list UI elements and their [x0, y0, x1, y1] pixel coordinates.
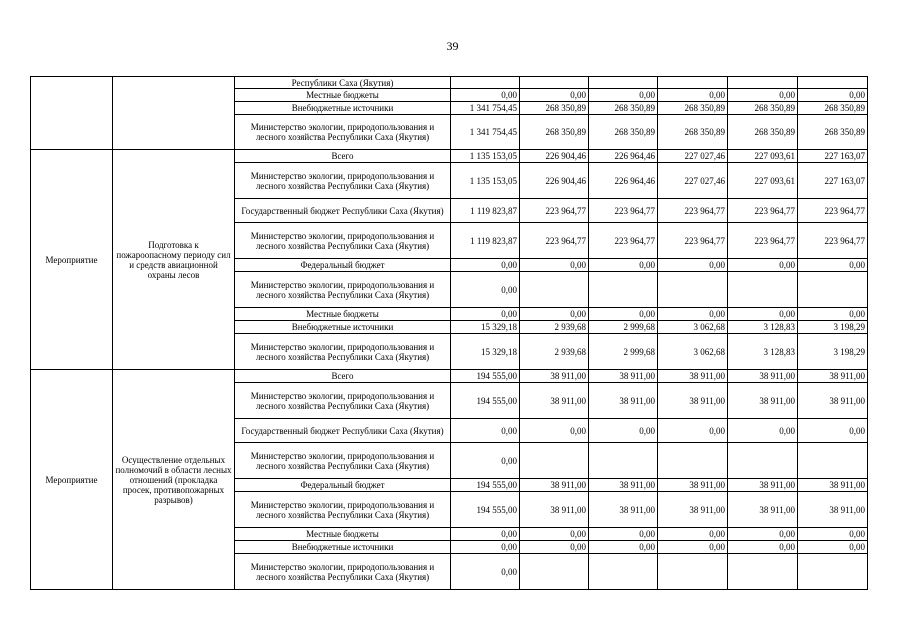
year-amount-cell: 227 093,61 — [728, 163, 798, 199]
year-amount-cell: 0,00 — [520, 419, 589, 443]
total-amount-cell: 0,00 — [451, 554, 520, 590]
year-amount-cell: 38 911,00 — [520, 383, 589, 419]
year-amount-cell — [589, 443, 658, 479]
year-amount-cell: 0,00 — [658, 308, 728, 321]
year-amount-cell — [798, 443, 868, 479]
year-amount-cell: 227 093,61 — [728, 150, 798, 163]
year-amount-cell: 0,00 — [589, 541, 658, 554]
year-amount-cell: 2 999,68 — [589, 334, 658, 370]
year-amount-cell: 38 911,00 — [658, 479, 728, 492]
year-amount-cell: 0,00 — [658, 528, 728, 541]
year-amount-cell: 0,00 — [798, 308, 868, 321]
year-amount-cell: 223 964,77 — [658, 223, 728, 259]
total-amount-cell: 0,00 — [451, 419, 520, 443]
year-amount-cell: 38 911,00 — [798, 370, 868, 383]
funding-source-cell: Внебюджетные источники — [235, 541, 451, 554]
total-amount-cell: 1 119 823,87 — [451, 223, 520, 259]
year-amount-cell: 38 911,00 — [589, 479, 658, 492]
funding-source-cell: Местные бюджеты — [235, 89, 451, 102]
total-amount-cell: 1 135 153,05 — [451, 150, 520, 163]
total-amount-cell: 0,00 — [451, 308, 520, 321]
total-amount-cell: 194 555,00 — [451, 479, 520, 492]
total-amount-cell: 15 329,18 — [451, 321, 520, 334]
activity-type-cell: Мероприятие — [31, 370, 113, 590]
year-amount-cell: 223 964,77 — [589, 223, 658, 259]
year-amount-cell: 0,00 — [520, 541, 589, 554]
funding-source-cell: Министерство экологии, природопользования и лесного хозяйства Республики Саха (Якутия) — [235, 163, 451, 199]
year-amount-cell: 268 350,89 — [728, 115, 798, 150]
year-amount-cell: 0,00 — [728, 541, 798, 554]
funding-source-cell: Республики Саха (Якутия) — [235, 77, 451, 89]
year-amount-cell: 0,00 — [728, 89, 798, 102]
table-row — [31, 370, 868, 383]
year-amount-cell: 0,00 — [798, 259, 868, 272]
total-amount-cell: 1 341 754,45 — [451, 102, 520, 115]
year-amount-cell — [798, 77, 868, 89]
year-amount-cell — [520, 554, 589, 590]
year-amount-cell: 38 911,00 — [728, 479, 798, 492]
year-amount-cell: 3 198,29 — [798, 321, 868, 334]
year-amount-cell: 227 027,46 — [658, 163, 728, 199]
table-row — [31, 150, 868, 163]
total-amount-cell: 1 119 823,87 — [451, 199, 520, 223]
year-amount-cell — [520, 77, 589, 89]
total-amount-cell: 0,00 — [451, 528, 520, 541]
year-amount-cell: 0,00 — [728, 419, 798, 443]
year-amount-cell: 0,00 — [728, 528, 798, 541]
page-number: 39 — [446, 39, 459, 53]
year-amount-cell: 223 964,77 — [589, 199, 658, 223]
year-amount-cell: 38 911,00 — [520, 492, 589, 528]
year-amount-cell: 0,00 — [589, 259, 658, 272]
year-amount-cell: 268 350,89 — [520, 115, 589, 150]
year-amount-cell — [658, 77, 728, 89]
total-amount-cell — [451, 77, 520, 89]
year-amount-cell — [658, 554, 728, 590]
year-amount-cell: 38 911,00 — [589, 492, 658, 528]
year-amount-cell — [798, 272, 868, 308]
year-amount-cell: 38 911,00 — [728, 492, 798, 528]
total-amount-cell: 1 135 153,05 — [451, 163, 520, 199]
total-amount-cell: 15 329,18 — [451, 334, 520, 370]
year-amount-cell: 2 939,68 — [520, 321, 589, 334]
activity-name-cell: Осуществление отдельных полномочий в области лесных отношений (прокладка просек, противопожарных разрывов) — [113, 370, 235, 590]
year-amount-cell: 226 964,46 — [589, 150, 658, 163]
activity-name-cell — [113, 77, 235, 150]
year-amount-cell — [728, 77, 798, 89]
year-amount-cell: 223 964,77 — [728, 223, 798, 259]
year-amount-cell: 223 964,77 — [658, 199, 728, 223]
year-amount-cell: 0,00 — [728, 308, 798, 321]
year-amount-cell: 0,00 — [520, 308, 589, 321]
year-amount-cell: 268 350,89 — [658, 115, 728, 150]
year-amount-cell — [728, 443, 798, 479]
year-amount-cell: 223 964,77 — [798, 223, 868, 259]
funding-source-cell: Министерство экологии, природопользования и лесного хозяйства Республики Саха (Якутия) — [235, 334, 451, 370]
year-amount-cell: 38 911,00 — [520, 479, 589, 492]
year-amount-cell: 0,00 — [798, 89, 868, 102]
budget-table — [30, 76, 868, 590]
funding-source-cell: Министерство экологии, природопользования и лесного хозяйства Республики Саха (Якутия) — [235, 383, 451, 419]
total-amount-cell: 194 555,00 — [451, 370, 520, 383]
year-amount-cell — [589, 554, 658, 590]
year-amount-cell: 268 350,89 — [728, 102, 798, 115]
year-amount-cell: 3 128,83 — [728, 334, 798, 370]
funding-source-cell: Всего — [235, 370, 451, 383]
year-amount-cell: 0,00 — [798, 541, 868, 554]
year-amount-cell — [798, 554, 868, 590]
year-amount-cell: 3 198,29 — [798, 334, 868, 370]
total-amount-cell: 0,00 — [451, 443, 520, 479]
total-amount-cell: 1 341 754,45 — [451, 115, 520, 150]
year-amount-cell: 268 350,89 — [589, 102, 658, 115]
year-amount-cell: 0,00 — [589, 419, 658, 443]
year-amount-cell: 268 350,89 — [658, 102, 728, 115]
year-amount-cell — [520, 272, 589, 308]
year-amount-cell: 0,00 — [589, 89, 658, 102]
year-amount-cell: 3 062,68 — [658, 321, 728, 334]
funding-source-cell: Министерство экологии, природопользования и лесного хозяйства Республики Саха (Якутия) — [235, 443, 451, 479]
year-amount-cell: 0,00 — [658, 259, 728, 272]
year-amount-cell — [589, 272, 658, 308]
total-amount-cell: 194 555,00 — [451, 492, 520, 528]
year-amount-cell: 0,00 — [658, 419, 728, 443]
year-amount-cell: 223 964,77 — [798, 199, 868, 223]
year-amount-cell: 226 964,46 — [589, 163, 658, 199]
funding-source-cell: Всего — [235, 150, 451, 163]
year-amount-cell: 38 911,00 — [728, 383, 798, 419]
year-amount-cell: 3 128,83 — [728, 321, 798, 334]
year-amount-cell: 38 911,00 — [798, 383, 868, 419]
year-amount-cell — [728, 272, 798, 308]
funding-source-cell: Государственный бюджет Республики Саха (Якутия) — [235, 419, 451, 443]
total-amount-cell: 0,00 — [451, 259, 520, 272]
year-amount-cell: 38 911,00 — [798, 479, 868, 492]
year-amount-cell: 38 911,00 — [658, 492, 728, 528]
year-amount-cell: 0,00 — [520, 528, 589, 541]
year-amount-cell: 38 911,00 — [658, 370, 728, 383]
funding-source-cell: Внебюджетные источники — [235, 321, 451, 334]
year-amount-cell: 38 911,00 — [728, 370, 798, 383]
year-amount-cell: 0,00 — [728, 259, 798, 272]
year-amount-cell: 223 964,77 — [520, 199, 589, 223]
year-amount-cell — [728, 554, 798, 590]
funding-source-cell: Местные бюджеты — [235, 308, 451, 321]
year-amount-cell: 0,00 — [520, 259, 589, 272]
funding-source-cell: Федеральный бюджет — [235, 479, 451, 492]
activity-type-cell — [31, 77, 113, 150]
year-amount-cell: 3 062,68 — [658, 334, 728, 370]
year-amount-cell: 223 964,77 — [728, 199, 798, 223]
year-amount-cell — [658, 443, 728, 479]
year-amount-cell — [589, 77, 658, 89]
funding-source-cell: Министерство экологии, природопользования и лесного хозяйства Республики Саха (Якутия) — [235, 554, 451, 590]
funding-source-cell: Государственный бюджет Республики Саха (Якутия) — [235, 199, 451, 223]
funding-source-cell: Министерство экологии, природопользования и лесного хозяйства Республики Саха (Якутия) — [235, 115, 451, 150]
funding-source-cell: Федеральный бюджет — [235, 259, 451, 272]
year-amount-cell: 0,00 — [658, 541, 728, 554]
year-amount-cell: 38 911,00 — [520, 370, 589, 383]
year-amount-cell: 226 904,46 — [520, 150, 589, 163]
total-amount-cell: 0,00 — [451, 272, 520, 308]
funding-source-cell: Внебюджетные источники — [235, 102, 451, 115]
year-amount-cell: 227 027,46 — [658, 150, 728, 163]
activity-type-cell: Мероприятие — [31, 150, 113, 370]
year-amount-cell: 38 911,00 — [658, 383, 728, 419]
year-amount-cell: 0,00 — [658, 89, 728, 102]
year-amount-cell: 268 350,89 — [520, 102, 589, 115]
year-amount-cell: 38 911,00 — [589, 370, 658, 383]
year-amount-cell: 227 163,07 — [798, 150, 868, 163]
year-amount-cell — [520, 443, 589, 479]
year-amount-cell: 0,00 — [589, 528, 658, 541]
year-amount-cell: 268 350,89 — [798, 115, 868, 150]
activity-name-cell: Подготовка к пожароопасному периоду сил и средств авиационной охраны лесов — [113, 150, 235, 370]
year-amount-cell: 2 999,68 — [589, 321, 658, 334]
year-amount-cell — [658, 272, 728, 308]
year-amount-cell: 226 904,46 — [520, 163, 589, 199]
year-amount-cell: 0,00 — [798, 528, 868, 541]
funding-source-cell: Министерство экологии, природопользования и лесного хозяйства Республики Саха (Якутия) — [235, 492, 451, 528]
total-amount-cell: 0,00 — [451, 541, 520, 554]
year-amount-cell: 0,00 — [798, 419, 868, 443]
year-amount-cell: 227 163,07 — [798, 163, 868, 199]
year-amount-cell: 38 911,00 — [589, 383, 658, 419]
funding-source-cell: Министерство экологии, природопользования и лесного хозяйства Республики Саха (Якутия) — [235, 223, 451, 259]
total-amount-cell: 194 555,00 — [451, 383, 520, 419]
total-amount-cell: 0,00 — [451, 89, 520, 102]
year-amount-cell: 0,00 — [589, 308, 658, 321]
year-amount-cell: 38 911,00 — [798, 492, 868, 528]
year-amount-cell: 2 939,68 — [520, 334, 589, 370]
year-amount-cell: 268 350,89 — [589, 115, 658, 150]
year-amount-cell: 223 964,77 — [520, 223, 589, 259]
year-amount-cell: 268 350,89 — [798, 102, 868, 115]
funding-source-cell: Министерство экологии, природопользования и лесного хозяйства Республики Саха (Якутия) — [235, 272, 451, 308]
table-row — [31, 77, 868, 89]
funding-source-cell: Местные бюджеты — [235, 528, 451, 541]
year-amount-cell: 0,00 — [520, 89, 589, 102]
